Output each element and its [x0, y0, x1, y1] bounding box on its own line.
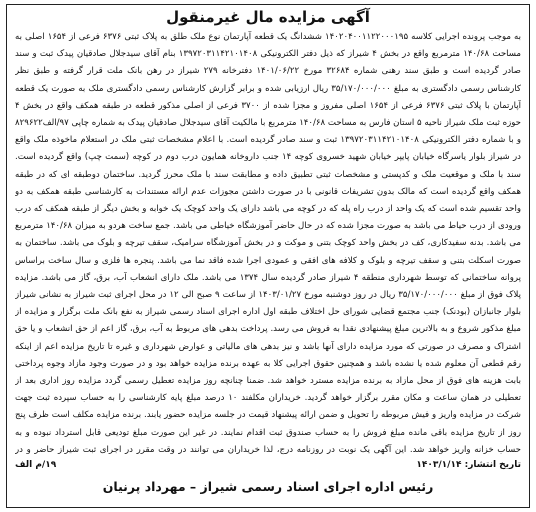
- notice-body-text: به موجب پرونده اجرایی کلاسه ۱۴۰۲۰۴۰۰۱۱۲۲۰۰۰۱۹۵ ششدانگ یک قطعه آپارتمان نوع ملک طلق به پلاک ثبتی ۶۳۷۶ فرعی از ۱۶۵۴ اصلی به مساحت ۱۴۰/۶۸ مترمربع واقع در بخش ۴ شیراز که ذیل دفتر الکترونیکی ۱۳۹۷۲۰۳۱۱۴۲۱۰۱۴۰۸ بنام آقای سیدجلال صادقیان پیدک ثبت و سند صادر گردیده است و طبق سند رهنی شماره ۳۲۶۸۴ مورخ ۱۴۰۱/۰۶/۲۲ دفترخانه ۲۷۹ شیراز در رهن بانک ملت قرار گرفته و طبق نظر کارشناس رسمی دادگستری به مبلغ ۳۵/۱۷۰/۰۰۰/۰۰۰ ریال ارزیابی شده و برابر گزارش کارشناس رسمی دادگستری ملک به صورت یک قطعه آپارتمان با پلاک ثبتی ۶۳۷۶ فرعی از ۱۶۵۴ اصلی مفروز و مجزا شده از ۳۷۰۰ فرعی از اصلی مذکور قطعه در طبقه همکف واقع در بخش ۴ حوزه ثبت ملک شیراز ناحیه ۵ استان فارس به مساحت ۱۴۰/۶۸ مترمربع با مالکیت آقای سیدجلال صادقیان پیدک به شماره چاپی ۹۷/الف۸۲۹۶۲۲ و با شماره دفتر الکترونیکی ۱۳۹۷۲۰۳۱۱۴۲۱۰۱۴۰۸ ثبت و سند صادر گردیده است. با اعلام مشخصات ثبتی ملک در استعلام ماخوذه ملک واقع در شیراز بلوار یاسرگاه خیابان پایپر خیابان شهید خسروی کوچه ۱۴ جنب داروخانه همایون درب دوم در کوچه (سمت چپ) واقع گردیده است. سند با ملک و موقعیت ملک و کدپستی و مشخصات ثبتی تطبیق داده و مطابقت سند با ملک محرز گردید. ساختمان دوطبقه ای که در طبقه همکف واقع گردیده است که مالک بدون تشریفات قانونی با در صورت داشتن مجوزات عدم ارائه مستندات به کارشناسی طبقه همکف به دو واحد تقسیم شده است که یک واحد از درب راه پله که در کوچه می باشد دارای یک واحد کوچک یک خوابه و بخش دیگر از طبقه همکف که درب ورودی از درب حیاط می باشد به صورت مجزا شده که در حال حاضر آموزشگاه خیاطی می باشد. جمع ساخت هردو به میزان ۱۴۰/۶۸ مترمربع می باشد. بدنه سفیدکاری، کف در بخش واحد کوچک بتنی و موکت و در بخش آموزشگاه سرامیک، سقف تیرچه و بلوک می باشد. ساختمان به صورت اسکلت بتنی و سقف تیرچه و بلوک و کلافه های افقی و عمودی اجرا شده فاقد نما می باشد. پنجره ها فلزی و سال ساخت براساس پروانه ساختمانی که توسط شهرداری منطقه ۴ شیراز صادر گردیده سال ۱۳۷۴ می باشد. ملک دارای انشعاب آب، برق، گاز می باشد. مزایده پلاک فوق از مبلغ ۳۵/۱۷۰/۰۰۰/۰۰۰ ریال در روز دوشنبه مورخ ۱۴۰۳/۰۱/۲۷ از ساعت ۹ صبح الی ۱۲ در محل اجرای ثبت شیراز به نشانی شیراز بلوار جانبازان (بودنک) جنب مجتمع قضایی شورای حل اختلاف طبقه اول اداره اجرای اسناد رسمی شیراز به نفع بانک ملت برگزار و مزایده از مبلغ مذکور شروع و به بالاترین مبلغ پیشنهادی نقدا به فروش می رسد. پرداخت بدهی های مربوط به آب، برق، گاز اعم از حق انشعاب و یا حق اشتراک و مصرف در صورتی که مورد مزایده دارای آنها باشد و نیز بدهی های مالیاتی و عوارض شهرداری و غیره تا تاریخ مزایده اعم از اینکه رقم قطعی آن معلوم شده یا نشده باشد و همچنین حقوق اجرایی کلا به عهده برنده مزایده خواهد بود و در صورت وجود مازاد وجوه پرداختی بابت هزینه های فوق از محل مازاد به برنده مزایده مسترد خواهد شد. ضمنا چنانچه روز مزایده تعطیل رسمی گردد مزایده روز اداری بعد از تعطیلی در همان ساعت و مکان مقرر برگزار خواهد گردید. خریداران مکلفند ۱۰ درصد مبلغ پایه کارشناسی را به حساب سپرده ثبت جهت شرکت در مزایده واریز و فیش مربوطه را تحویل و ضمن ارائه پیشنهاد قیمت در جلسه مزایده حضور یابند. برنده مزایده مکلف است ظرف پنج روز از تاریخ مزایده باقی مانده مبلغ فروش را به حساب صندوق ثبت اقدام نمایند. در غیر این صورت مبلغ تودیعی قابل استرداد نبوده و به حساب خزانه واریز خواهد شد. این آگهی یک نوبت در روزنامه درج، لذا خریداران می توانند در وقت مقرر در اجرای ثبت شیراز حاضر و در: [15, 32, 521, 455]
- notice-footer: [15, 455, 521, 505]
- auction-notice-clipping: [6, 4, 530, 508]
- publish-date-value: ۱۴۰۳/۱/۱۴: [416, 460, 462, 470]
- signature-line: رئیس اداره اجرای اسناد رسمی شیراز – مهرداد پرنیان: [102, 479, 434, 494]
- publish-date-line: [416, 457, 521, 473]
- notice-title: آگهی مزایده مال غیرمنقول: [166, 8, 370, 26]
- reference-code: ۱۹/م الف: [15, 460, 57, 470]
- publish-date-label: تاریخ انتشار:: [464, 460, 521, 470]
